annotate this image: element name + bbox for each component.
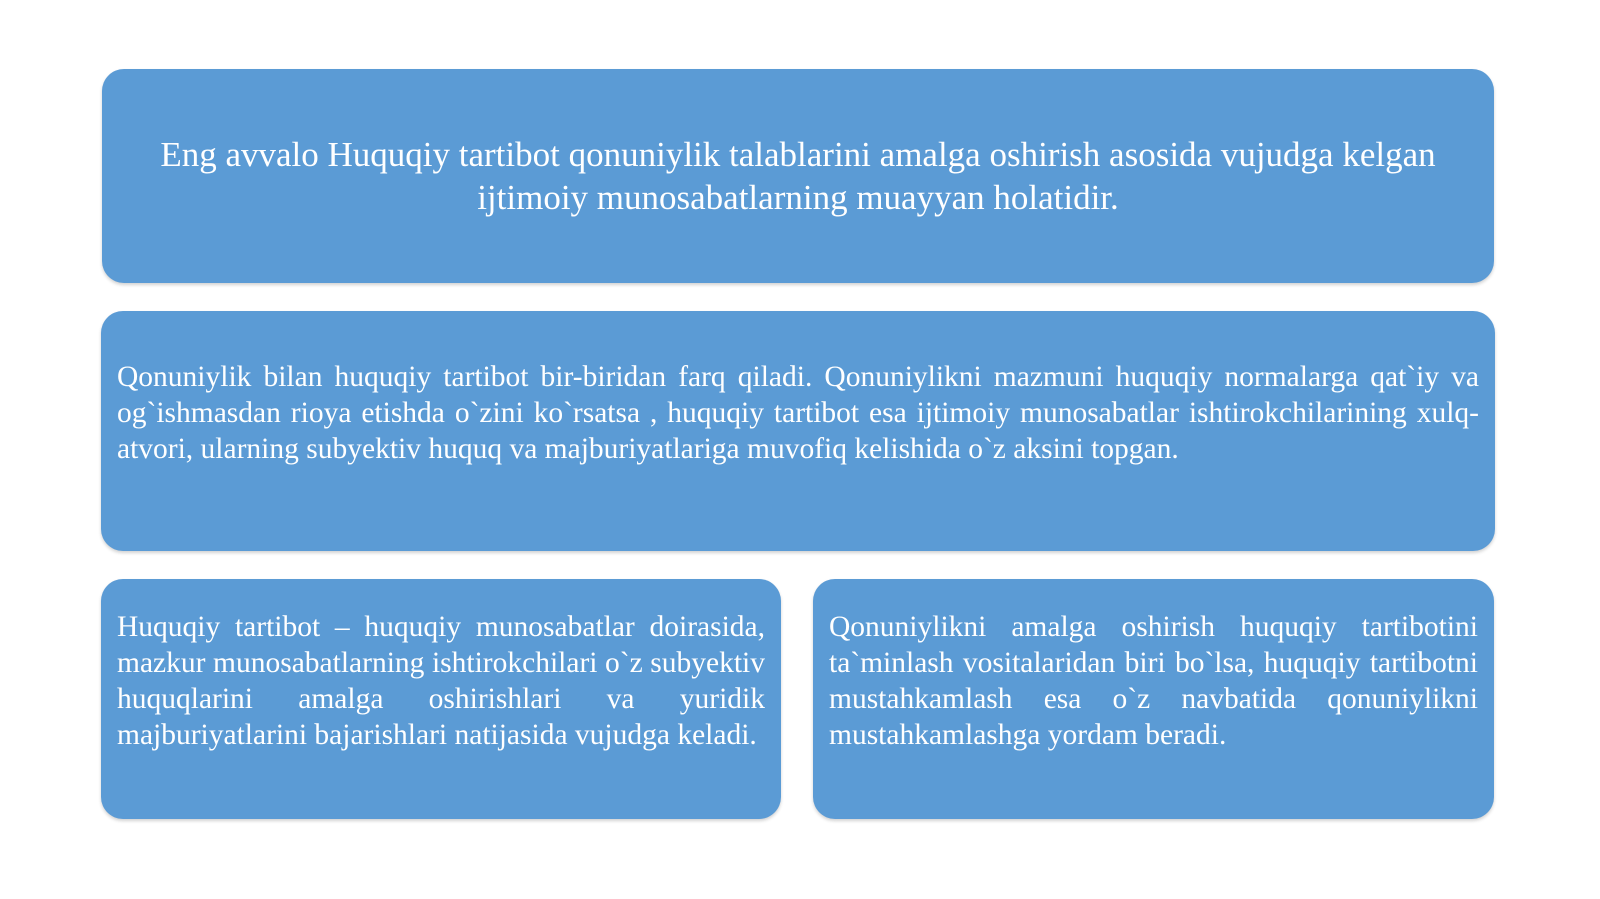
- definition-text-top: Eng avvalo Huquqiy tartibot qonuniylik talablarini amalga oshirish asosida vujudga kelgan ijtimoiy munosabatlarning muayyan holatidir.: [160, 135, 1436, 217]
- relation-box-bottom-right: [813, 579, 1494, 819]
- comparison-text-middle: Qonuniylik bilan huquqiy tartibot bir-biridan farq qiladi. Qonuniylikni mazmuni huquqiy normalarga qat`iy va og`ishmasdan rioya etishda o`zini ko`rsatsa , huquqiy tartibot esa ijtimoiy munosabatlar ishtirokchilarining xulq-atvori, ularning subyektiv huquq va majburiyatlariga muvofiq kelishida o`z aksini topgan.: [117, 361, 1479, 465]
- relation-text-bottom-right: Qonuniylikni amalga oshirish huquqiy tartibotini ta`minlash vositalaridan biri bo`lsa, huquqiy tartibotni mustahkamlash esa o`z navbatida qonuniylikni mustahkamlashga yordam beradi.: [829, 611, 1478, 751]
- definition-box-bottom-left: [101, 579, 781, 819]
- comparison-box-middle: [101, 311, 1495, 551]
- definition-text-bottom-left: Huquqiy tartibot – huquqiy munosabatlar doirasida, mazkur munosabatlarning ishtirokchilari o`z subyektiv huquqlarini amalga oshirishlari va yuridik majburiyatlarini bajarishlari natijasida vujudga keladi.: [117, 611, 765, 751]
- definition-box-top: [102, 69, 1494, 283]
